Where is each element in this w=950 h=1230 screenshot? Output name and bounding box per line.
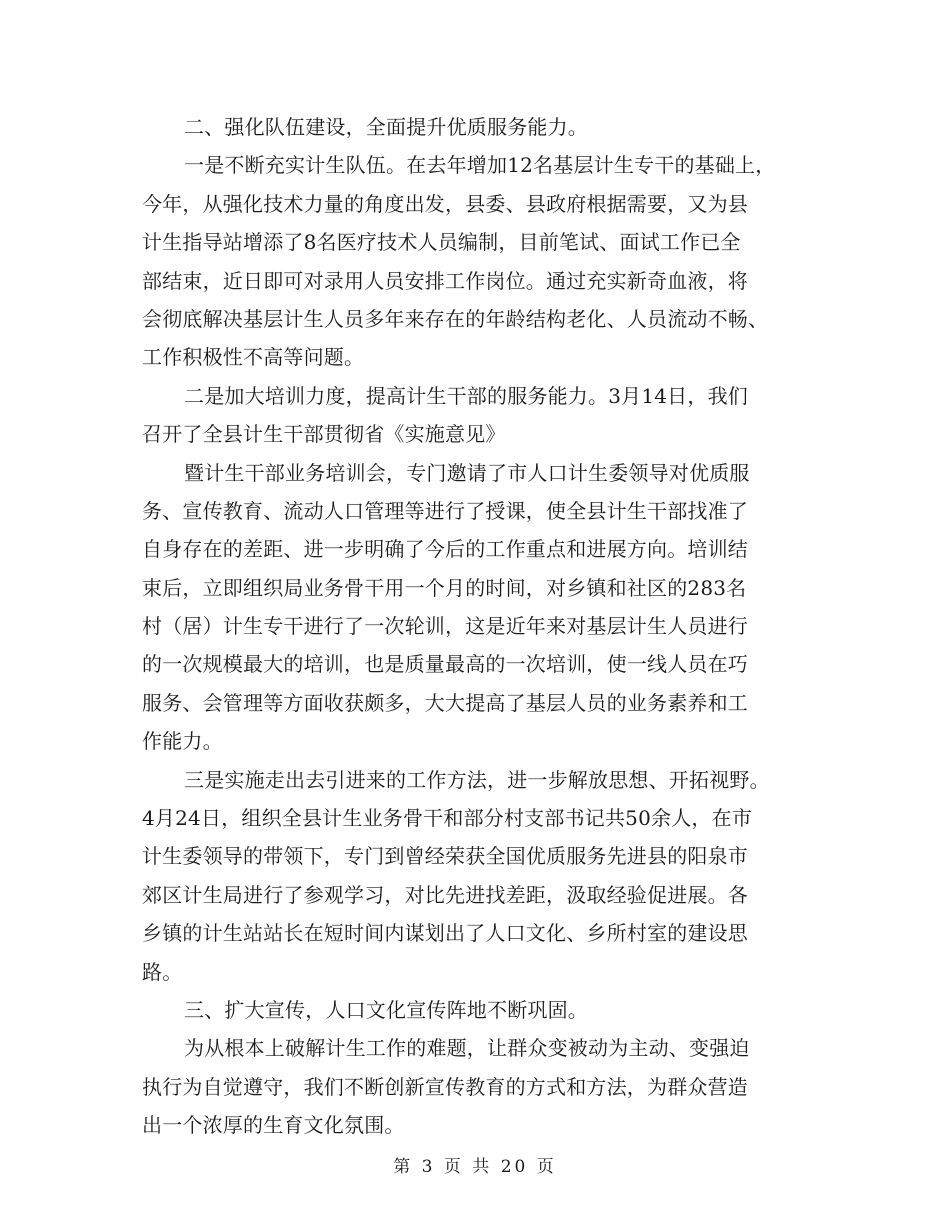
text-line: 郊区计生局进行了参观学习，对比先进找差距，汲取经验促进展。各 (142, 882, 748, 907)
page-number: 第 3 页 共 20 页 (393, 1157, 557, 1177)
text-line: 村（居）计生专干进行了一次轮训，这是近年来对基层计生人员进行 (142, 614, 748, 639)
text-line: 三是实施走出去引进来的工作方法，进一步解放思想、开拓视野。 (184, 767, 770, 792)
text-line: 工作积极性不高等问题。 (142, 345, 365, 370)
text-line: 三、扩大宣传，人口文化宣传阵地不断巩固。 (184, 997, 588, 1022)
text-line: 暨计生干部业务培训会，专门邀请了市人口计生委领导对优质服 (184, 460, 750, 485)
document-body (142, 108, 822, 1145)
text-line: 自身存在的差距、进一步明确了今后的工作重点和进展方向。培训结 (142, 537, 748, 562)
text-line: 二、强化队伍建设，全面提升优质服务能力。 (184, 115, 588, 139)
text-line: 乡镇的计生站站长在短时间内谋划出了人口文化、乡所村室的建设思 (142, 921, 748, 946)
text-line: 出一个浓厚的生育文化氛围。 (142, 1113, 405, 1138)
text-line: 二是加大培训力度，提高计生干部的服务能力。3月14日，我们 (184, 383, 748, 408)
text-line: 计生委领导的带领下，专门到曾经荣获全国优质服务先进县的阳泉市 (142, 844, 748, 869)
text-line: 的一次规模最大的培训，也是质量最高的一次培训，使一线人员在巧 (142, 652, 748, 677)
text-line: 一是不断充实计生队伍。在去年增加12名基层计生专干的基础上， (184, 153, 776, 178)
text-line: 执行为自觉遵守，我们不断创新宣传教育的方式和方法，为群众营造 (142, 1074, 748, 1099)
text-line: 服务、会管理等方面收获颇多，大大提高了基层人员的业务素养和工 (142, 690, 748, 715)
text-line: 4月24日，组织全县计生业务骨干和部分村支部书记共50余人，在市 (142, 806, 753, 831)
text-line: 务、宣传教育、流动人口管理等进行了授课，使全县计生干部找准了 (142, 498, 748, 523)
text-line: 部结束，近日即可对录用人员安排工作岗位。通过充实新奇血液，将 (142, 268, 748, 293)
text-line: 路。 (142, 959, 183, 984)
text-line: 为从根本上破解计生工作的难题，让群众变被动为主动、变强迫 (184, 1036, 750, 1061)
text-line: 计生指导站增添了8名医疗技术人员编制，目前笔试、面试工作已全 (142, 230, 741, 255)
text-line: 束后，立即组织局业务骨干用一个月的时间，对乡镇和社区的283名 (142, 575, 747, 600)
text-line: 作能力。 (142, 729, 223, 754)
text-line: 会彻底解决基层计生人员多年来存在的年龄结构老化、人员流动不畅、 (142, 306, 769, 331)
text-line: 召开了全县计生干部贯彻省《实施意见》 (142, 422, 506, 447)
text-line: 今年，从强化技术力量的角度出发，县委、县政府根据需要，又为县 (142, 191, 748, 216)
